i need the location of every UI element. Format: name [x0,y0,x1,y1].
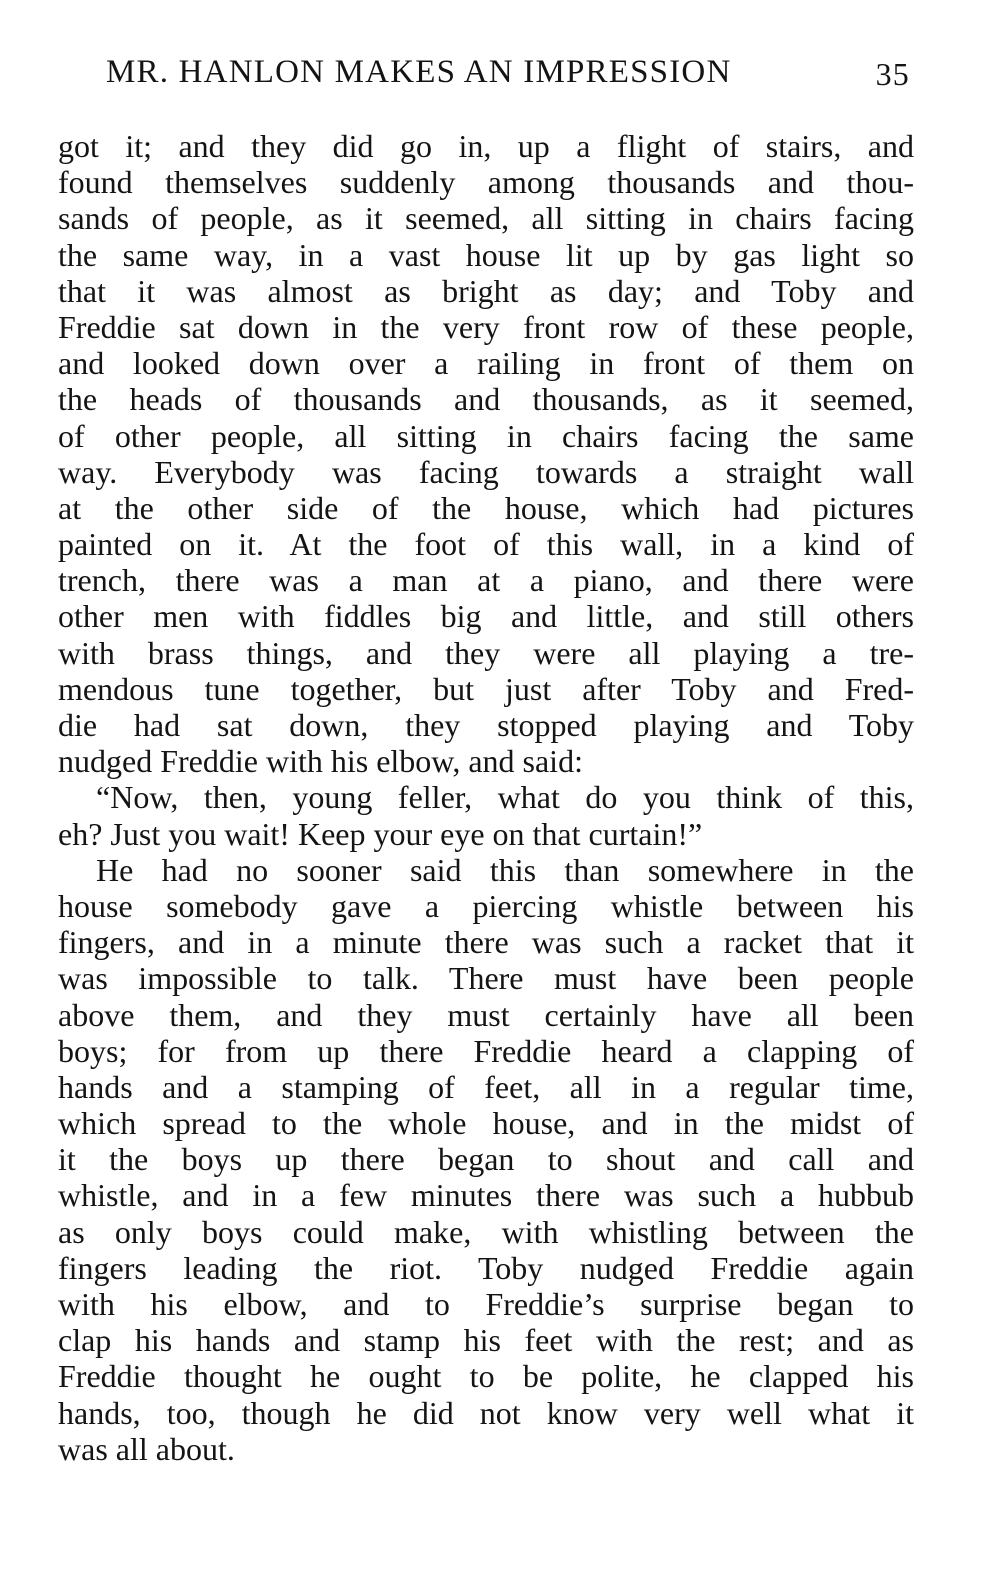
text-line: sands of people, as it seemed, all sitting in chairs facing [58,200,914,237]
text-line: hands and a stamping of feet, all in a regular time, [58,1068,914,1105]
text-line: of other people, all sitting in chairs facing the same [58,417,914,454]
paragraph [58,852,914,1467]
body-text [58,128,914,1467]
text-line: die had sat down, they stopped playing and Toby [58,707,914,743]
text-line: and looked down over a railing in front of them on [58,345,914,382]
text-line: mendous tune together, but just after Toby and Fred- [58,670,914,707]
text-line: at the other side of the house, which had pictures [58,489,914,526]
text-line: house somebody gave a piercing whistle between his [58,887,914,924]
text-line: hands, too, though he did not know very well what it [58,1394,914,1431]
text-line: which spread to the whole house, and in the midst of [58,1105,914,1142]
text-line: way. Everybody was facing towards a straight wall [58,453,914,490]
text-line: with his elbow, and to Freddie’s surprise began to [58,1286,914,1322]
text-line: as only boys could make, with whistling between the [58,1213,914,1250]
text-line: was all about. [58,1430,235,1467]
text-line: the same way, in a vast house lit up by gas light so [58,236,914,273]
text-line: it the boys up there began to shout and call and [58,1141,914,1178]
text-line: that it was almost as bright as day; and Toby and [58,272,914,309]
text-line: fingers leading the riot. Toby nudged Freddie again [58,1249,914,1286]
page-number: 35 [875,56,910,92]
text-line: was impossible to talk. There must have been people [58,960,914,997]
text-line: painted on it. At the foot of this wall, in a kind of [58,526,914,563]
text-line: clap his hands and stamp his feet with the rest; and as [58,1322,914,1359]
text-line: whistle, and in a few minutes there was such a hubbub [58,1177,914,1214]
paragraph [58,779,914,851]
text-line: nudged Freddie with his elbow, and said: [58,743,583,780]
text-line: boys; for from up there Freddie heard a clapping of [58,1032,914,1069]
running-head [106,50,916,94]
paragraph [58,128,914,779]
text-line: with brass things, and they were all playing a tre- [58,634,914,671]
text-line: “Now, then, young feller, what do you think of this, [96,779,914,816]
text-line: found themselves suddenly among thousands and thou- [58,164,914,201]
text-line: Freddie thought he ought to be polite, he clapped his [58,1358,914,1395]
text-line: Freddie sat down in the very front row of these people, [58,308,914,345]
chapter-title: MR. HANLON MAKES AN IMPRESSION [106,54,732,90]
text-line: the heads of thousands and thousands, as it seemed, [58,381,914,418]
text-line: other men with fiddles big and little, and still others [58,598,914,635]
text-line: He had no sooner said this than somewhere in the [96,851,914,888]
text-line: got it; and they did go in, up a flight of stairs, and [58,128,914,164]
text-line: above them, and they must certainly have all been [58,996,914,1033]
text-line: eh? Just you wait! Keep your eye on that curtain!” [58,815,703,852]
text-line: fingers, and in a minute there was such a racket that it [58,924,914,961]
text-line: trench, there was a man at a piano, and there were [58,562,914,599]
